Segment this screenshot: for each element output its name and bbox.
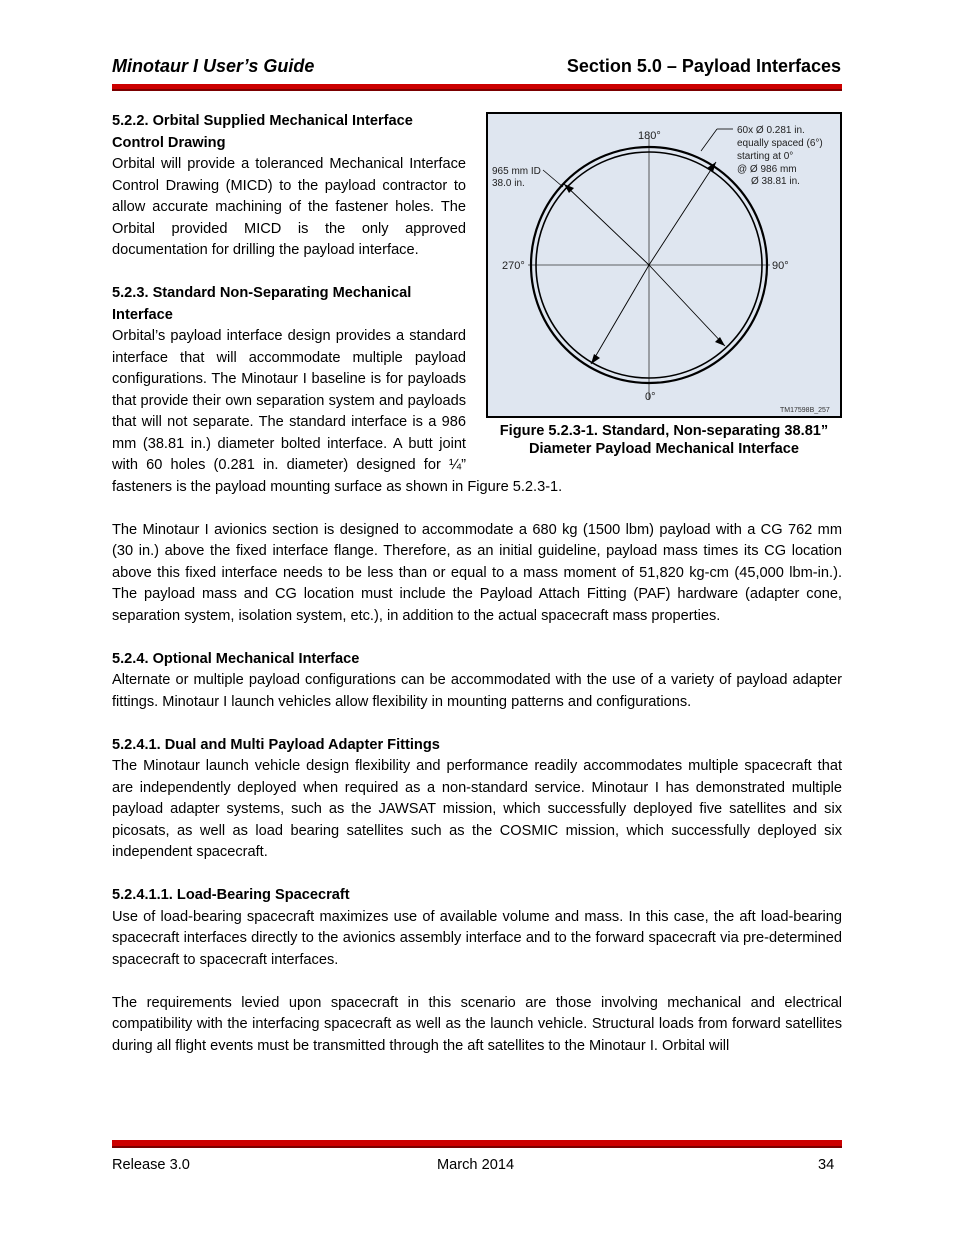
id-leader-line: [543, 170, 563, 187]
header-rule: [112, 84, 842, 89]
holes-leader-line: [701, 129, 717, 151]
label-90: 90°: [772, 260, 789, 272]
paragraph-5-2-2: Orbital will provide a toleranced Mechanical Interface Control Drawing (MICD) to the payload contractor to allow accurate machining of the fastener holes. The Orbital provided MICD is the only approved documentation for drilling the payload interface.: [112, 156, 466, 258]
paragraph-5-2-4-1-1: Use of load-bearing spacecraft maximizes use of available volume and mass. In this case, the aft load-bearing spacecraft interfaces directly to the avionics assembly interface and to the forward spacecraft via pre-determined spacecraft to spacecraft interfaces.: [112, 908, 842, 968]
figure-drawing: [486, 112, 842, 418]
figure-caption: [486, 422, 842, 458]
label-id-in: 38.0 in.: [492, 178, 525, 189]
footer-release: Release 3.0: [112, 1157, 190, 1173]
label-holes-count: 60x Ø 0.281 in.: [737, 125, 805, 136]
paragraph-5-2-4-1-1-requirements: The requirements levied upon spacecraft in this scenario are those involving mechanical and electrical compatibility with the interfacing spacecraft as well as the launch vehicle. Structural loads from forward satellites during all flight events must be transmitted through the aft satellites to the Minotaur I. Orbital will: [112, 994, 842, 1054]
paragraph-5-2-4-1: The Minotaur launch vehicle design flexibility and performance readily accommodates multiple spacecraft that are independently deployed when required as a non-standard service. Minotaur I has demonstrated multiple payload adapter systems, such as the JAWSAT mission, which successfully deployed five satellites and six picosats, as well as load bearing satellites such as the COSMIC mission, which successfully deployed six independent spacecraft.: [112, 758, 842, 860]
page-number: 34: [818, 1157, 835, 1173]
diameter-line-lower-right: [649, 265, 725, 346]
paragraph-5-2-3: Orbital’s payload interface design provides a standard interface that will accommodate multiple payload configurations. The Minotaur I baseline is for payloads that provide their own separation system and payloads that will not separate. The standard interface is a 986 mm (38.81 in.) diameter bolted interface. A butt joint with 60 holes (0.281 in. diameter) designed for ¼” fasteners is the payload mounting surface as shown in Figure 5.2.3-1.: [112, 328, 563, 495]
heading-5-2-2: 5.2.2. Orbital Supplied Mechanical Interface Control Drawing: [112, 113, 413, 151]
figure-caption-line-2: Diameter Payload Mechanical Interface: [528, 441, 800, 457]
header-section: Section 5.0 – Payload Interfaces: [566, 56, 841, 76]
arrowhead-lower-right: [715, 337, 725, 346]
label-holes-dia-in: Ø 38.81 in.: [751, 176, 800, 187]
diameter-line-upper-right: [649, 162, 716, 265]
label-holes-dia-mm: @ Ø 986 mm: [737, 164, 797, 175]
heading-5-2-3: 5.2.3. Standard Non-Separating Mechanical Interface: [112, 285, 412, 323]
diameter-line-upper-left: [564, 184, 649, 265]
paragraph-5-2-4: Alternate or multiple payload configurations can be accommodated with the use of a variety of payload adapter fittings. Minotaur I launch vehicles allow flexibility in mounting patterns and configurations.: [112, 672, 842, 710]
footer-rule: [112, 1140, 842, 1146]
label-holes-spacing: equally spaced (6°): [737, 138, 823, 149]
heading-5-2-4-1-1: 5.2.4.1.1. Load-Bearing Spacecraft: [112, 887, 350, 903]
label-0: 0°: [645, 391, 656, 403]
label-270: 270°: [502, 260, 525, 272]
interface-diagram: [488, 114, 840, 416]
diameter-line-lower-left: [591, 265, 649, 364]
figure-caption-line-1: Figure 5.2.3-1. Standard, Non-separating 38.81”: [499, 423, 829, 439]
page-body: [112, 111, 842, 1057]
heading-5-2-4-1: 5.2.4.1. Dual and Multi Payload Adapter Fittings: [112, 736, 440, 753]
figure: [486, 112, 842, 458]
figure-tag: TM17598B_257: [780, 407, 830, 414]
arrowhead-lower-left: [591, 354, 600, 364]
header-title: Minotaur I User’s Guide: [112, 56, 315, 76]
label-180: 180°: [638, 130, 661, 142]
heading-5-2-4: 5.2.4. Optional Mechanical Interface: [112, 650, 360, 667]
label-id-mm: 965 mm ID: [492, 166, 541, 177]
paragraph-5-2-3-avionics: The Minotaur I avionics section is designed to accommodate a 680 kg (1500 lbm) payload with a CG 762 mm (30 in.) above the fixed interface flange. Therefore, as an initial guideline, payload mass times its CG location above this fixed interface needs to be less than or equal to a mass moment of 51,820 kg-cm (45,000 lbm-in.). The payload mass and CG location must include the Payload Attach Fitting (PAF) hardware (adapter cone, separation system, isolation system, etc.), in addition to the actual spacecraft mass properties.: [112, 521, 842, 624]
footer-date: March 2014: [437, 1157, 515, 1173]
label-holes-start: starting at 0°: [737, 151, 794, 162]
